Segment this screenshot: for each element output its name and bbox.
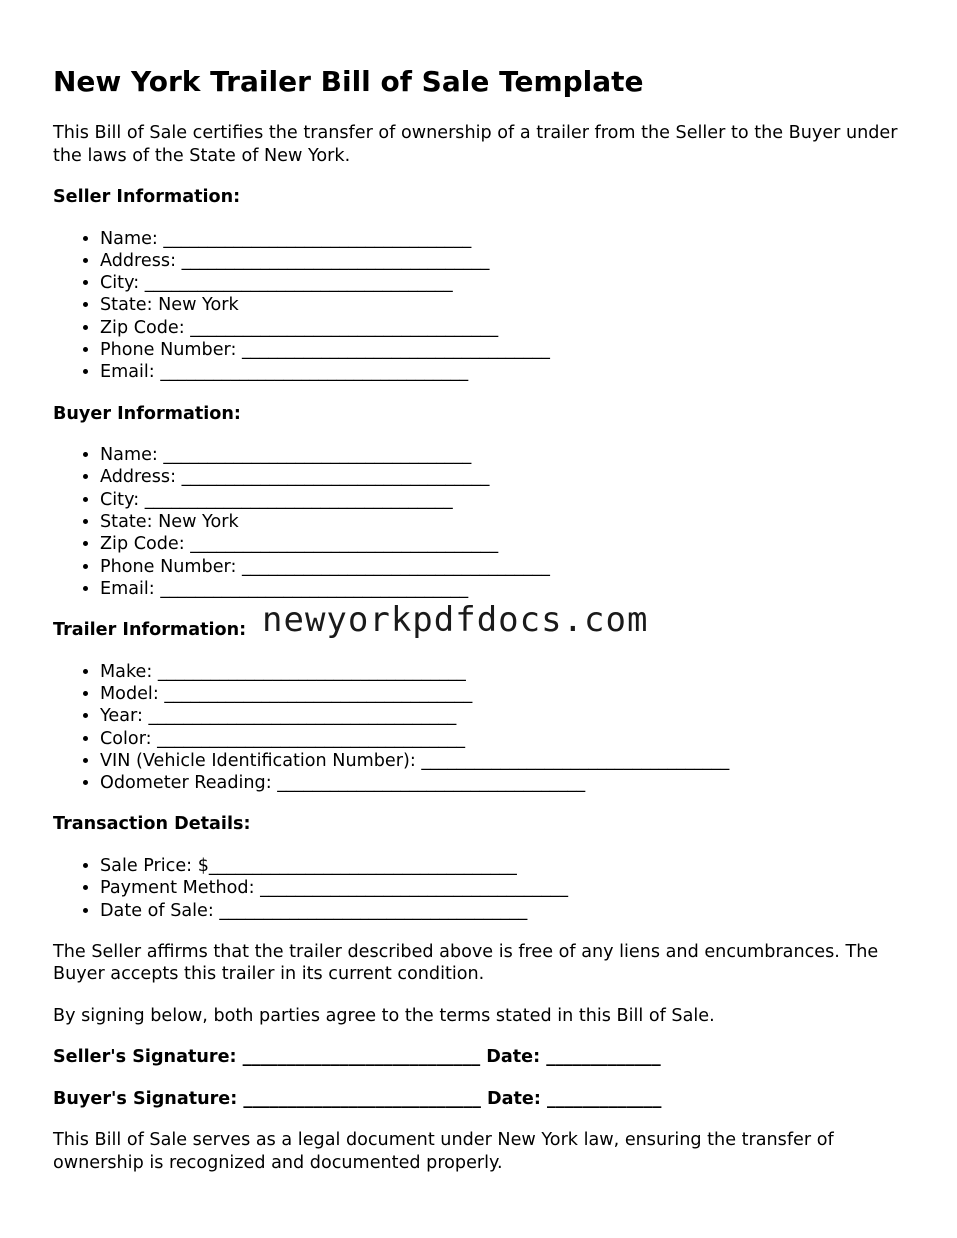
trailer-year-field: • Year: ___________________________________: [100, 705, 913, 727]
seller-zip-field: • Zip Code: ___________________________________: [100, 317, 913, 339]
seller-list: [53, 228, 913, 384]
seller-email-field: • Email: ___________________________________: [100, 361, 913, 383]
sale-price-field: • Sale Price: $___________________________________: [100, 855, 913, 877]
watermark-text: newyorkpdfdocs.com: [262, 600, 649, 640]
transaction-heading: Transaction Details:: [53, 814, 251, 835]
transaction-list: [53, 855, 913, 922]
agreement-paragraph: By signing below, both parties agree to the terms stated in this Bill of Sale.: [53, 1005, 715, 1026]
trailer-make-field: • Make: ___________________________________: [100, 661, 913, 683]
seller-name-field: • Name: ___________________________________: [100, 228, 913, 250]
trailer-list: [53, 661, 913, 795]
payment-method-field: • Payment Method: ___________________________________: [100, 877, 913, 899]
buyer-zip-field: • Zip Code: ___________________________________: [100, 533, 913, 555]
trailer-model-field: • Model: ___________________________________: [100, 683, 913, 705]
seller-phone-field: • Phone Number: ___________________________________: [100, 339, 913, 361]
seller-state-field: • State: New York: [100, 294, 913, 316]
trailer-heading: Trailer Information:: [53, 620, 247, 641]
buyer-address-field: • Address: ___________________________________: [100, 466, 913, 488]
seller-address-field: • Address: ___________________________________: [100, 250, 913, 272]
trailer-odometer-field: • Odometer Reading: ___________________________________: [100, 772, 913, 794]
buyer-city-field: • City: ___________________________________: [100, 489, 913, 511]
seller-heading: Seller Information:: [53, 187, 241, 207]
buyer-state-field: • State: New York: [100, 511, 913, 533]
buyer-signature-line: Buyer's Signature: ___________________________ Date: _____________: [53, 1088, 662, 1109]
date-of-sale-field: • Date of Sale: ___________________________________: [100, 900, 913, 922]
trailer-color-field: • Color: ___________________________________: [100, 728, 913, 750]
buyer-list: [53, 444, 913, 600]
intro-paragraph: This Bill of Sale certifies the transfer of ownership of a trailer from the Seller to the Buyer under the laws of the State of New York.: [53, 123, 898, 166]
document-title: New York Trailer Bill of Sale Template: [53, 65, 644, 98]
buyer-email-field: • Email: ___________________________________: [100, 578, 913, 600]
closing-paragraph: This Bill of Sale serves as a legal document under New York law, ensuring the transfer of ownership is recognized and documented properly.: [53, 1130, 834, 1173]
seller-signature-line: Seller's Signature: ___________________________ Date: _____________: [53, 1047, 661, 1068]
affirmation-paragraph: The Seller affirms that the trailer described above is free of any liens and encumbrances. The Buyer accepts this trailer in its current condition.: [53, 941, 879, 985]
trailer-vin-field: • VIN (Vehicle Identification Number): ___________________________________: [100, 750, 913, 772]
buyer-heading: Buyer Information:: [53, 403, 241, 424]
buyer-phone-field: • Phone Number: ___________________________________: [100, 556, 913, 578]
seller-city-field: • City: ___________________________________: [100, 272, 913, 294]
buyer-name-field: • Name: ___________________________________: [100, 444, 913, 466]
